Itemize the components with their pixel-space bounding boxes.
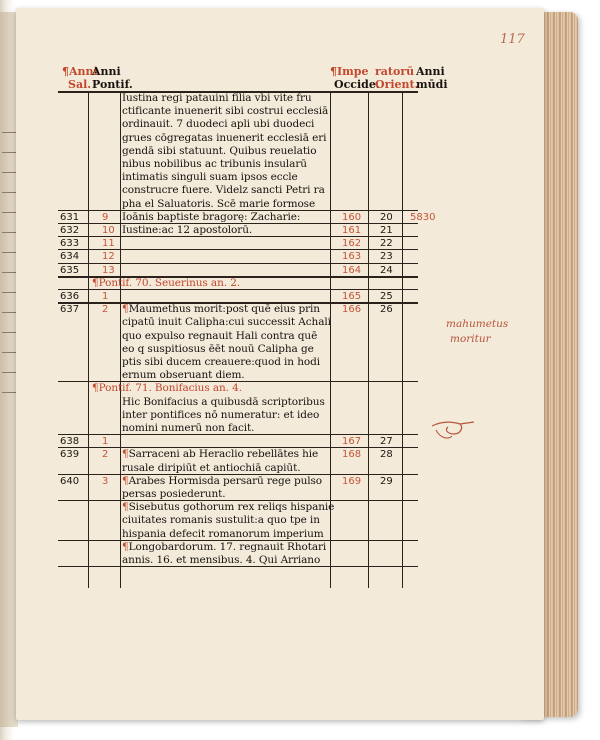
year-sal: 634 — [60, 251, 80, 263]
header-ratorum: ratorū — [375, 65, 415, 78]
year-sal: 631 — [60, 211, 80, 223]
pilcrow-icon: ¶ — [122, 448, 129, 461]
year-pont: 1 — [102, 436, 109, 448]
text-line — [122, 303, 358, 316]
text-line — [122, 356, 358, 369]
margin-note-line2: moritur — [450, 333, 491, 345]
year-occ: 166 — [342, 304, 362, 316]
year-occ: 167 — [342, 436, 362, 448]
text-line — [92, 277, 328, 290]
header-occidentis: Occide. — [334, 78, 380, 91]
text-line — [122, 92, 358, 105]
header-orientis: Orient. — [375, 78, 419, 91]
text-line-content: eo q suspitiosus ēēt nouū Calipha ge — [122, 342, 314, 355]
text-line-content: ptis sibi ducem creauere:quod in hodi — [122, 356, 320, 368]
year-sal: 636 — [60, 291, 80, 302]
text-line — [122, 118, 358, 131]
text-line-content: nomini numerū non facit. — [122, 422, 255, 434]
text-line — [122, 369, 358, 382]
text-line-content: Iustina regi patauini filia vbi vite fru — [122, 92, 312, 104]
text-line — [122, 528, 358, 541]
text-line-content: gendā sibi statuunt. Quibus reuelatio — [122, 144, 317, 157]
header-anni-pont: Anni — [92, 65, 121, 78]
year-sal: 639 — [60, 449, 80, 461]
column-rule — [368, 92, 369, 588]
pilcrow-icon: ¶ — [122, 540, 129, 553]
text-line-content: ernum obseruant diem. — [122, 369, 245, 382]
year-sal: 632 — [60, 225, 80, 236]
text-line-content: ciuitates romanis sustulit:a quo tpe in — [122, 514, 320, 527]
text-line — [122, 422, 358, 435]
header-anni-pont-2: Pontif. — [92, 78, 133, 91]
text-line — [122, 488, 358, 501]
text-line-content: cipatū inuit Calipha:cui successit Achali — [122, 316, 331, 329]
text-line-content: grues cōgregatas inuenerit ecclesiā eri — [122, 131, 327, 144]
year-mundi: 5830 — [410, 211, 436, 223]
year-occ: 163 — [342, 251, 362, 263]
text-line — [122, 224, 358, 237]
text-line-content: ordinauit. 7 duodeci apli ubi duodeci — [122, 118, 315, 131]
year-occ: 162 — [342, 238, 362, 250]
text-line — [122, 184, 358, 197]
text-line-content: quo expulso regnauit Hali contra quē — [122, 329, 318, 342]
text-line — [122, 462, 358, 475]
text-line-content: annis. 16. et mensibus. 4. Qui Arriano — [122, 554, 321, 566]
pilcrow-icon: ¶ — [92, 382, 99, 395]
year-ori: 25 — [380, 291, 393, 302]
text-line — [122, 396, 358, 409]
year-occ: 164 — [342, 264, 362, 276]
margin-note-line1: mahumetus — [446, 318, 509, 330]
text-line-content: Pontif. 71. Bonifacius an. 4. — [98, 382, 242, 395]
year-pont: 13 — [102, 264, 115, 276]
year-sal: 633 — [60, 238, 80, 250]
text-line-content: Longobardorum. 17. regnauit Rhotari — [128, 540, 327, 553]
pilcrow-icon: ¶ — [122, 474, 129, 487]
text-line — [122, 554, 358, 567]
text-line — [122, 158, 358, 171]
column-rule — [402, 92, 403, 588]
year-occ: 169 — [342, 475, 362, 487]
year-pont: 10 — [102, 225, 115, 236]
text-line — [92, 382, 328, 395]
header-anni-mundi: Anni — [416, 65, 445, 78]
year-pont: 1 — [102, 291, 109, 302]
text-line — [122, 514, 358, 527]
year-sal: 638 — [60, 436, 80, 448]
text-line-content: Sisebutus gothorum rex reliqs hispanie — [128, 501, 335, 514]
pilcrow-icon: ¶ — [330, 65, 337, 78]
text-line-content: Ioānis baptiste bragorę: Zacharie: — [122, 210, 301, 223]
text-line-content: Pontif. 70. Seuerinus an. 2. — [98, 276, 241, 289]
text-line-content: pha el Saluatoris. Scē marie formose — [122, 197, 316, 210]
text-line-content: persas posiederunt. — [122, 488, 226, 500]
pilcrow-icon: ¶ — [92, 276, 99, 289]
text-line — [122, 448, 358, 461]
text-line — [122, 501, 358, 514]
header-anni-mundi-2: mūdi — [416, 78, 448, 91]
text-line-content: Sarraceni ab Heraclio rebellātes hie — [128, 448, 319, 461]
year-occ: 165 — [342, 291, 362, 302]
pilcrow-icon: ¶ — [122, 501, 129, 514]
year-ori: 26 — [380, 304, 393, 316]
text-line — [122, 316, 358, 329]
year-pont: 3 — [102, 475, 109, 487]
year-occ: 161 — [342, 225, 362, 236]
year-ori: 24 — [380, 264, 393, 276]
text-line — [122, 198, 358, 211]
text-line — [122, 343, 358, 356]
pilcrow-icon: ¶ — [122, 303, 129, 316]
text-line — [122, 145, 358, 158]
pointing-hand-icon — [430, 412, 476, 444]
text-line — [122, 211, 358, 224]
text-line-content: ctificante inuenerit sibi costrui ecclesiā — [122, 105, 329, 118]
header-anni-sal: ¶Anni — [62, 65, 98, 78]
column-rule — [88, 92, 89, 588]
text-line — [122, 105, 358, 118]
text-line — [122, 171, 358, 184]
text-line-content: Iustine:ac 12 apostolorū. — [122, 224, 253, 236]
year-ori: 20 — [380, 211, 393, 223]
text-line-content: inter pontifices nō numeratur: et ideo — [122, 408, 320, 421]
text-line-content: hispania defecit romanorum imperium — [122, 527, 324, 540]
year-ori: 28 — [380, 449, 393, 461]
year-sal: 637 — [60, 304, 80, 316]
year-sal: 635 — [60, 264, 80, 276]
year-ori: 21 — [380, 225, 393, 236]
text-line — [122, 541, 358, 554]
year-ori: 23 — [380, 251, 393, 263]
year-ori: 29 — [380, 475, 393, 487]
year-ori: 22 — [380, 238, 393, 250]
text-line — [122, 475, 358, 488]
year-pont: 12 — [102, 251, 115, 263]
text-line-content: Arabes Hormisda persarū rege pulso — [128, 474, 323, 487]
year-ori: 27 — [380, 436, 393, 448]
header-anni-sal-2: Sal. — [68, 78, 92, 91]
text-line — [122, 132, 358, 145]
text-line-content: rusale diripiūt et antiochiā capiūt. — [122, 461, 301, 474]
text-line-content: Hic Bonifacius a quibusdā scriptoribus — [122, 395, 325, 408]
year-sal: 640 — [60, 475, 80, 487]
text-line-content: nibus nobilibus ac tribunis insularū — [122, 158, 307, 170]
year-occ: 160 — [342, 211, 362, 223]
year-pont: 11 — [102, 238, 115, 250]
header-imperatorum: ¶Impe — [330, 65, 369, 78]
text-line-content: Maumethus morit:post quē eius prin — [128, 303, 320, 316]
folio-number: 117 — [500, 32, 525, 47]
year-pont: 2 — [102, 304, 109, 316]
text-line — [122, 330, 358, 343]
year-pont: 2 — [102, 449, 109, 461]
text-line-content: construcre fuere. Videlz sancti Petri ra — [122, 184, 325, 197]
column-rule — [120, 92, 121, 588]
text-line-content: intimatis singuli suam ipsos eccle — [122, 171, 298, 184]
text-line — [122, 409, 358, 422]
year-pont: 9 — [102, 211, 109, 223]
year-occ: 168 — [342, 449, 362, 461]
pilcrow-icon: ¶ — [62, 65, 69, 78]
